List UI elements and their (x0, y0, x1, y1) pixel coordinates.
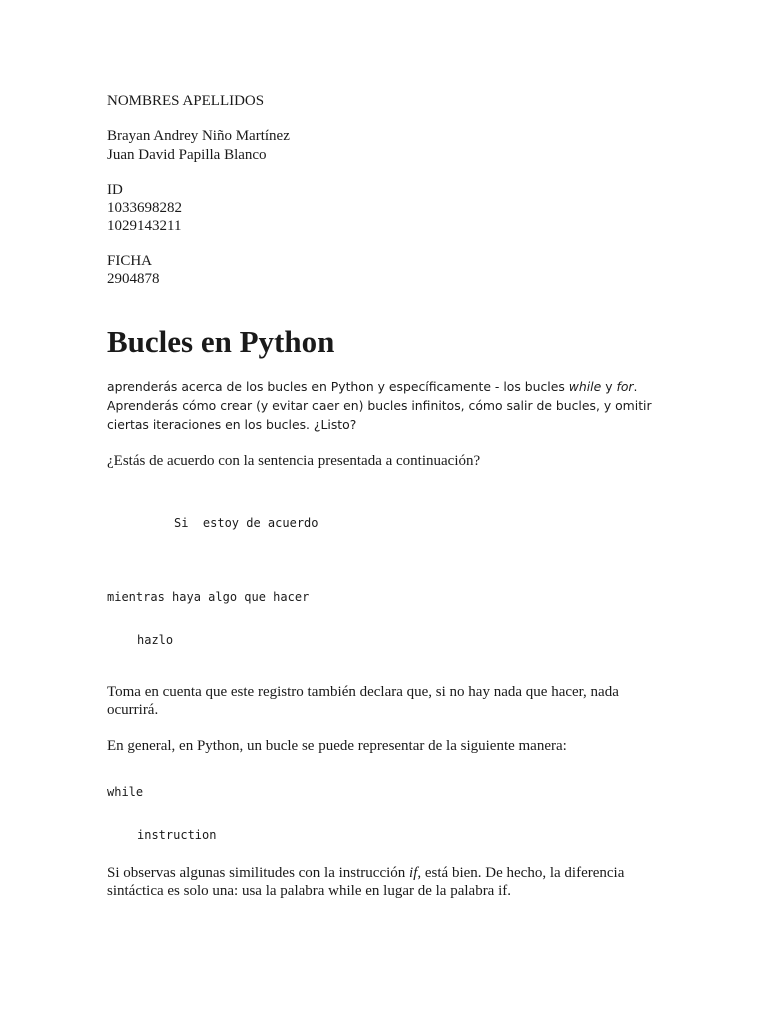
author-name-1: Brayan Andrey Niño Martínez (107, 128, 290, 144)
ficha-value: 2904878 (107, 271, 160, 287)
id-value-2: 1029143211 (107, 218, 182, 234)
page-title: Bucles en Python (107, 324, 335, 359)
names-label: NOMBRES APELLIDOS (107, 93, 265, 109)
code-pseudo-line-1: mientras haya algo que hacer (107, 590, 310, 604)
note-line-2: ocurrirá. (107, 702, 159, 718)
author-name-2: Juan David Papilla Blanco (107, 147, 267, 163)
intro-line-2: Aprenderás cómo crear (y evitar caer en) bucles infinitos, cómo salir de bucles, y omitir (107, 398, 652, 413)
if-paragraph-line-2: sintáctica es solo una: usa la palabra while en lugar de la palabra if. (107, 883, 512, 899)
id-label: ID (107, 182, 123, 198)
if-paragraph-line-1: Si observas algunas similitudes con la instrucción if, está bien. De hecho, la diferencia (107, 865, 625, 881)
id-value-1: 1033698282 (107, 200, 182, 216)
code-pseudo-line-2: hazlo (137, 633, 174, 647)
intro-line-1: aprenderás acerca de los bucles en Python y específicamente - los bucles while y for. (107, 379, 638, 394)
code-answer: Si estoy de acuerdo (174, 516, 319, 530)
question-text: ¿Estás de acuerdo con la sentencia presentada a continuación? (107, 453, 481, 469)
code-while-line-1: while (107, 785, 144, 799)
intro-line-3: ciertas iteraciones en los bucles. ¿Listo? (107, 417, 357, 432)
ficha-label: FICHA (107, 253, 153, 269)
general-paragraph: En general, en Python, un bucle se puede representar de la siguiente manera: (107, 738, 567, 754)
note-line-1: Toma en cuenta que este registro también declara que, si no hay nada que hacer, nada (107, 684, 619, 700)
code-while-line-2: instruction (137, 828, 217, 842)
